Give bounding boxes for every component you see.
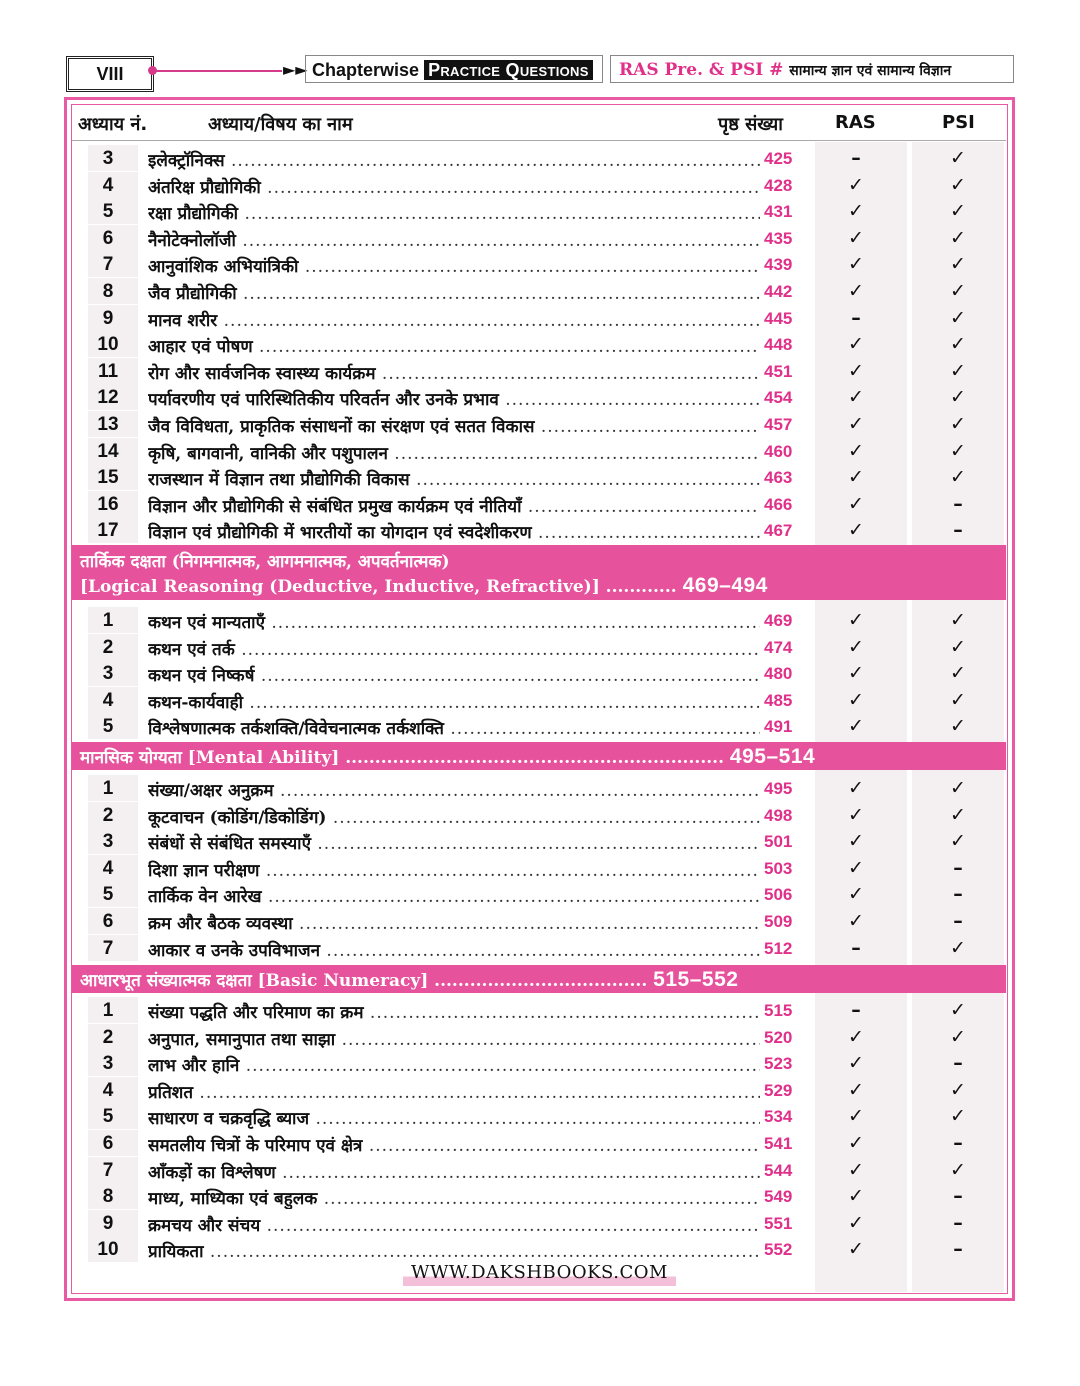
page-number-link[interactable]: 467 [764, 521, 793, 540]
ras-mark: ✓ [848, 360, 864, 382]
chapter-number: 4 [102, 175, 114, 196]
chapter-title: प्रायिकता ..... [148, 1239, 760, 1262]
page-number: VIII [66, 56, 154, 92]
psi-mark: ✓ [950, 253, 966, 275]
section-title-text: आधारभूत संख्यात्मक दक्षता [Basic Numeracy] .................................... [80, 971, 648, 991]
page-number-link[interactable]: 454 [764, 388, 793, 407]
table-row [72, 1050, 1006, 1076]
psi-mark: – [953, 1185, 963, 1207]
page-number-link[interactable]: 451 [764, 362, 793, 381]
chapter-number: 6 [102, 1133, 114, 1154]
chapter-number: 15 [97, 467, 119, 488]
section-title [80, 968, 738, 992]
page-number-link[interactable]: 515 [764, 1001, 793, 1020]
psi-mark: – [953, 1238, 963, 1260]
chapter-title: मानव शरीर ..... [148, 308, 760, 331]
psi-mark: – [953, 857, 963, 879]
chapter-number: 6 [102, 911, 114, 932]
chapter-title: रोग और सार्वजनिक स्वास्थ्य कार्यक्रम ..... [148, 361, 760, 384]
chapter-title: संख्या/अक्षर अनुक्रम ..... [148, 778, 760, 801]
page-number-link[interactable]: 457 [764, 415, 793, 434]
page-number-link[interactable]: 495 [764, 779, 793, 798]
header-connector-line [152, 70, 282, 72]
chapter-number: 3 [102, 1053, 114, 1074]
table-row [72, 935, 1006, 961]
page-number-link[interactable]: 431 [764, 202, 793, 221]
ras-mark: ✓ [848, 1079, 864, 1101]
chapter-title: संबंधों से संबंधित समस्याएँ ..... [148, 831, 760, 854]
chapter-title: नैनोटेक्नोलॉजी ..... [148, 228, 760, 251]
series-highlight: Practice Questions [424, 60, 593, 80]
page-number-link[interactable]: 428 [764, 176, 793, 195]
page-number-link[interactable]: 509 [764, 912, 793, 931]
psi-mark: ✓ [950, 662, 966, 684]
psi-mark: ✓ [950, 360, 966, 382]
chapter-title: रक्षा प्रौद्योगिकी ..... [148, 201, 760, 224]
page-number-link[interactable]: 425 [764, 149, 793, 168]
exam-name: RAS Pre. & PSI [619, 60, 764, 80]
chapter-title: विश्लेषणात्मक तर्कशक्ति/विवेचनात्मक तर्कशक्ति ..... [148, 716, 760, 739]
chapter-number: 3 [102, 148, 114, 169]
table-row [72, 198, 1006, 224]
chapter-number: 9 [102, 1213, 114, 1234]
table-row [72, 358, 1006, 384]
ras-mark: – [851, 307, 861, 329]
psi-mark: – [953, 883, 963, 905]
table-row [72, 908, 1006, 934]
chapter-number: 10 [97, 1239, 119, 1260]
ras-mark: – [851, 147, 861, 169]
psi-mark: ✓ [950, 147, 966, 169]
section-title [80, 745, 815, 769]
table-row [72, 1183, 1006, 1209]
ras-mark: ✓ [848, 1105, 864, 1127]
psi-mark: – [953, 519, 963, 541]
psi-mark: – [953, 1212, 963, 1234]
psi-mark: – [953, 1052, 963, 1074]
chapter-number: 9 [102, 308, 114, 329]
chapter-title: कृषि, बागवानी, वानिकी और पशुपालन ..... [148, 441, 760, 464]
page-number-link[interactable]: 541 [764, 1134, 793, 1153]
psi-mark: ✓ [950, 937, 966, 959]
page-number-link[interactable]: 544 [764, 1161, 793, 1180]
chapter-title: अनुपात, समानुपात तथा साझा ..... [148, 1027, 760, 1050]
header-chapter-name: अध्याय/विषय का नाम [208, 114, 353, 135]
page-number-link[interactable]: 439 [764, 255, 793, 274]
table-row [72, 713, 1006, 739]
header-psi: PSI [942, 112, 975, 133]
table-row [72, 251, 1006, 277]
section-page-range: 495–514 [729, 745, 816, 768]
subject-name: सामान्य ज्ञान एवं सामान्य विज्ञान [789, 63, 952, 79]
psi-mark: ✓ [950, 227, 966, 249]
page-number-link[interactable]: 549 [764, 1187, 793, 1206]
ras-mark: ✓ [848, 466, 864, 488]
psi-mark: ✓ [950, 200, 966, 222]
chapter-number: 5 [102, 716, 114, 737]
chapter-title: कथन एवं निष्कर्ष ..... [148, 663, 760, 686]
page-number-link[interactable]: 498 [764, 806, 793, 825]
page-number-link[interactable]: 512 [764, 939, 793, 958]
ras-mark: ✓ [848, 689, 864, 711]
page-number-link[interactable]: 491 [764, 717, 793, 736]
table-row [72, 517, 1006, 543]
exam-subject-box [610, 55, 1014, 83]
ras-mark: ✓ [848, 280, 864, 302]
table-row [72, 855, 1006, 881]
psi-mark: ✓ [950, 1105, 966, 1127]
page-number-link[interactable]: 474 [764, 638, 793, 657]
psi-mark: ✓ [950, 804, 966, 826]
chapter-title: आकार व उनके उपविभाजन ..... [148, 938, 760, 961]
table-row [72, 687, 1006, 713]
table-row [72, 802, 1006, 828]
page-number-link[interactable]: 523 [764, 1054, 793, 1073]
psi-mark: ✓ [950, 440, 966, 462]
section-banner-basic-numeracy [72, 965, 1006, 993]
chapter-title: आनुवांशिक अभियांत्रिकी ..... [148, 254, 760, 277]
table-row [72, 278, 1006, 304]
section-banner-mental-ability [72, 742, 1006, 770]
chapter-number: 4 [102, 1080, 114, 1101]
ras-mark: ✓ [848, 804, 864, 826]
page-number-link[interactable]: 445 [764, 309, 793, 328]
section-page-range: 515–552 [653, 968, 739, 991]
table-row [72, 1130, 1006, 1156]
header-ras: RAS [835, 112, 876, 133]
ras-mark: ✓ [848, 440, 864, 462]
chapter-number: 1 [102, 1000, 114, 1021]
chapter-title: जैव प्रौद्योगिकी ..... [148, 281, 760, 304]
psi-mark: ✓ [950, 715, 966, 737]
table-row [72, 411, 1006, 437]
ras-mark: ✓ [848, 715, 864, 737]
ras-mark: ✓ [848, 857, 864, 879]
table-row [72, 331, 1006, 357]
ras-mark: ✓ [848, 636, 864, 658]
psi-mark: ✓ [950, 413, 966, 435]
psi-mark: ✓ [950, 1079, 966, 1101]
chapter-title: लाभ और हानि ..... [148, 1053, 760, 1076]
chapter-title: संख्या पद्धति और परिमाण का क्रम ..... [148, 1000, 760, 1023]
header-chapter-no: अध्याय नं. [78, 114, 148, 135]
chapter-number: 3 [102, 663, 114, 684]
psi-mark: ✓ [950, 999, 966, 1021]
ras-mark: ✓ [848, 662, 864, 684]
table-row [72, 828, 1006, 854]
chapter-number: 14 [97, 441, 119, 462]
table-row [72, 775, 1006, 801]
ras-mark: ✓ [848, 386, 864, 408]
table-row [72, 634, 1006, 660]
table-row [72, 1103, 1006, 1129]
chapter-title: साधारण व चक्रवृद्धि ब्याज ..... [148, 1106, 760, 1129]
psi-mark: ✓ [950, 830, 966, 852]
page-number-link[interactable]: 506 [764, 885, 793, 904]
chapter-number: 2 [102, 805, 114, 826]
chapter-title: अंतरिक्ष प्रौद्योगिकी ..... [148, 175, 760, 198]
ras-mark: ✓ [848, 253, 864, 275]
table-row [72, 464, 1006, 490]
ras-mark: ✓ [848, 333, 864, 355]
chapter-number: 5 [102, 201, 114, 222]
ras-mark: ✓ [848, 777, 864, 799]
ras-mark: ✓ [848, 609, 864, 631]
psi-mark: ✓ [950, 386, 966, 408]
section-title-english-text: [Logical Reasoning (Deductive, Inductive, Refractive)] ............ [80, 577, 677, 597]
psi-mark: ✓ [950, 777, 966, 799]
double-arrow-icon: ►► [283, 60, 308, 79]
ras-mark: ✓ [848, 200, 864, 222]
chapter-number: 16 [97, 494, 119, 515]
ras-mark: ✓ [848, 493, 864, 515]
series-prefix: Chapterwise [312, 60, 420, 80]
header-page-no: पृष्ठ संख्या [718, 114, 783, 135]
series-title-box [305, 55, 603, 83]
chapter-title: पर्यावरणीय एवं पारिस्थितिकीय परिवर्तन और उनके प्रभाव ..... [148, 387, 760, 410]
psi-mark: ✓ [950, 1026, 966, 1048]
table-row [72, 660, 1006, 686]
chapter-title: समतलीय चित्रों के परिमाप एवं क्षेत्र ..... [148, 1133, 760, 1156]
page-number-link[interactable]: 520 [764, 1028, 793, 1047]
chapter-title: इलेक्ट्रॉनिक्स ..... [148, 148, 760, 171]
chapter-number: 8 [102, 281, 114, 302]
chapter-title: दिशा ज्ञान परीक्षण ..... [148, 858, 760, 881]
chapter-title: तार्किक वेन आरेख ..... [148, 884, 760, 907]
ras-mark: ✓ [848, 1185, 864, 1207]
psi-mark: ✓ [950, 609, 966, 631]
ras-mark: ✓ [848, 910, 864, 932]
ras-mark: ✓ [848, 883, 864, 905]
table-row [72, 225, 1006, 251]
psi-mark: – [953, 1132, 963, 1154]
psi-mark: ✓ [950, 466, 966, 488]
chapter-number: 6 [102, 228, 114, 249]
ras-mark: ✓ [848, 1159, 864, 1181]
chapter-title: क्रम और बैठक व्यवस्था ..... [148, 911, 760, 934]
chapter-number: 3 [102, 831, 114, 852]
table-row [72, 491, 1006, 517]
psi-mark: ✓ [950, 689, 966, 711]
table-row [72, 1157, 1006, 1183]
chapter-title: प्रतिशत ..... [148, 1080, 760, 1103]
page-number-link[interactable]: 448 [764, 335, 793, 354]
chapter-number: 10 [97, 334, 119, 355]
chapter-title: राजस्थान में विज्ञान तथा प्रौद्योगिकी विकास ..... [148, 467, 760, 490]
table-row [72, 1024, 1006, 1050]
psi-mark: ✓ [950, 333, 966, 355]
psi-mark: ✓ [950, 174, 966, 196]
ras-mark: ✓ [848, 1212, 864, 1234]
ras-mark: ✓ [848, 1132, 864, 1154]
chapter-number: 12 [97, 387, 119, 408]
chapter-number: 13 [97, 414, 119, 435]
hash-symbol: # [769, 60, 784, 80]
table-row [72, 305, 1006, 331]
chapter-number: 7 [102, 1160, 114, 1181]
ras-mark: ✓ [848, 1238, 864, 1260]
section-banner-logical-reasoning [72, 545, 1006, 600]
page-number-link[interactable]: 485 [764, 691, 793, 710]
table-row [72, 881, 1006, 907]
chapter-title: विज्ञान और प्रौद्योगिकी से संबंधित प्रमुख कार्यक्रम एवं नीतियाँ ..... [148, 494, 760, 517]
page-number-link[interactable]: 469 [764, 611, 793, 630]
chapter-title: माध्य, माध्यिका एवं बहुलक ..... [148, 1186, 760, 1209]
ras-mark: – [851, 999, 861, 1021]
ras-mark: ✓ [848, 1026, 864, 1048]
chapter-title: विज्ञान एवं प्रौद्योगिकी में भारतीयों का योगदान एवं स्वदेशीकरण ..... [148, 520, 760, 543]
psi-mark: – [953, 910, 963, 932]
page-number-link[interactable]: 534 [764, 1107, 793, 1126]
page-number-link[interactable]: 463 [764, 468, 793, 487]
ras-mark: ✓ [848, 227, 864, 249]
table-row [72, 384, 1006, 410]
chapter-number: 11 [97, 361, 119, 382]
ras-mark: ✓ [848, 1052, 864, 1074]
ras-mark: ✓ [848, 830, 864, 852]
page-number-link[interactable]: 435 [764, 229, 793, 248]
page-number-link[interactable]: 480 [764, 664, 793, 683]
page-number-link[interactable]: 466 [764, 495, 793, 514]
chapter-number: 5 [102, 884, 114, 905]
table-row [72, 1210, 1006, 1236]
chapter-number: 7 [102, 254, 114, 275]
website-footer[interactable]: WWW.DAKSHBOOKS.COM [403, 1262, 676, 1286]
table-row [72, 1236, 1006, 1262]
chapter-title: कथन एवं मान्यताएँ ..... [148, 610, 760, 633]
page-number-link[interactable]: 501 [764, 832, 793, 851]
ras-mark: – [851, 937, 861, 959]
ras-mark: ✓ [848, 413, 864, 435]
chapter-title: कथन-कार्यवाही ..... [148, 690, 760, 713]
chapter-number: 2 [102, 1027, 114, 1048]
table-row [72, 997, 1006, 1023]
table-row [72, 607, 1006, 633]
chapter-title: कथन एवं तर्क ..... [148, 637, 760, 660]
table-row [72, 1077, 1006, 1103]
page-number-link[interactable]: 503 [764, 859, 793, 878]
table-row [72, 145, 1006, 171]
page-number-link[interactable]: 442 [764, 282, 793, 301]
chapter-title: जैव विविधता, प्राकृतिक संसाधनों का संरक्षण एवं सतत विकास ..... [148, 414, 760, 437]
chapter-number: 2 [102, 637, 114, 658]
psi-mark: ✓ [950, 280, 966, 302]
ras-mark: ✓ [848, 519, 864, 541]
psi-mark: ✓ [950, 307, 966, 329]
page-number-link[interactable]: 551 [764, 1214, 793, 1233]
chapter-title: कूटवाचन (कोडिंग/डिकोडिंग) ..... [148, 805, 760, 828]
chapter-number: 7 [102, 938, 114, 959]
section-page-range: 469–494 [682, 574, 768, 597]
chapter-title: क्रमचय और संचय ..... [148, 1213, 760, 1236]
section-title-english [80, 574, 768, 598]
page-number-link[interactable]: 460 [764, 442, 793, 461]
table-header [72, 106, 1006, 141]
table-row [72, 438, 1006, 464]
chapter-number: 1 [102, 610, 114, 631]
table-row [72, 172, 1006, 198]
psi-mark: ✓ [950, 636, 966, 658]
chapter-number: 4 [102, 690, 114, 711]
chapter-number: 4 [102, 858, 114, 879]
page-number-link[interactable]: 529 [764, 1081, 793, 1100]
chapter-number: 8 [102, 1186, 114, 1207]
ras-mark: ✓ [848, 174, 864, 196]
section-title-text: मानसिक योग्यता [Mental Ability] ................................................................ [80, 748, 724, 768]
psi-mark: – [953, 493, 963, 515]
psi-mark: ✓ [950, 1159, 966, 1181]
chapter-number: 5 [102, 1106, 114, 1127]
chapter-title: आहार एवं पोषण ..... [148, 334, 760, 357]
section-title-hindi: तार्किक दक्षता (निगमनात्मक, आगमनात्मक, अपवर्तनात्मक) [80, 552, 450, 572]
page-number-link[interactable]: 552 [764, 1240, 793, 1259]
chapter-number: 1 [102, 778, 114, 799]
chapter-number: 17 [97, 520, 119, 541]
chapter-title: आँकड़ों का विश्लेषण ..... [148, 1160, 760, 1183]
